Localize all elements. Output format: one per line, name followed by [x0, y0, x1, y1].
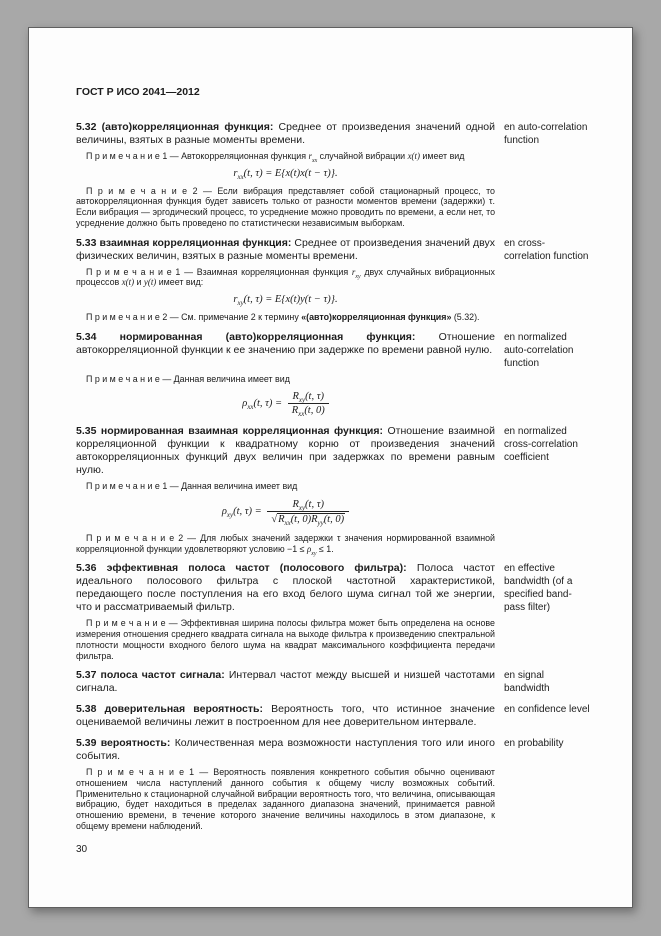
document-header: ГОСТ Р ИСО 2041—2012 [76, 86, 200, 98]
formula-lhs: $\rho_{xx}(t$, τ) = [242, 398, 285, 412]
term-en-translation: en confidence level [504, 704, 590, 716]
formula-fraction [267, 498, 349, 526]
term-paragraph [76, 669, 495, 695]
term-title: 5.32 (авто)корреляционная функция: [76, 121, 274, 133]
term-section-5-37 [76, 669, 590, 695]
term-definition: Интервал частот между высшей и низшей частотами сигнала. [76, 669, 495, 695]
term-en-translation: en normalized auto-correlation function [504, 331, 574, 369]
term-en-translation: en probability [504, 738, 564, 750]
term-definition: Отношение взаимной корреляционной функции к квадратному корню от произведения значений автокорреляционных функций двух величин при задержках по времени равным нулю. [76, 425, 495, 477]
term-en-translation: en signal bandwidth [504, 670, 550, 695]
term-title: 5.38 доверительная вероятность: [76, 703, 263, 716]
term-paragraph [76, 237, 495, 263]
note-5-39-1: П р и м е ч а н и е 1 — Вероятность появления конкретного события обычно оценивают отношением числа наступлений данного события к общему числу возможных событий. Применительно к стационарной случайной вибрации вероятность того, что величина, описывающая вибрацию, будет находиться в пределах заданного диапазона значений, принимается равной отношению времени, в течение которого значение величины находилось в этом диапазоне, к общему времени наблюдений. [76, 767, 495, 831]
page-number: 30 [76, 844, 88, 856]
radical-sign: √ [271, 514, 278, 526]
formula-cross-correlation [76, 293, 495, 308]
note-5-33-2: П р и м е ч а н и е 2 — См. примечание 2 к термину «(авто)корреляционная функция» (5.32). [86, 311, 480, 322]
fraction-denominator: $R_{xx}(t$, 0) [288, 403, 329, 417]
term-section-5-35 [76, 425, 590, 477]
note-5-35-2: П р и м е ч а н и е 2 — Для любых значений задержки τ значения нормированной взаимной корреляционной функции удовлетворяют условию $-1 \le \rho_{xy} \le 1$. [76, 533, 495, 557]
formula-normalized-autocorrelation [76, 390, 495, 417]
term-definition: Среднее от произведения значений одной величины, взятых в разные моменты времени. [76, 121, 496, 146]
term-paragraph [76, 425, 495, 477]
term-definition: Отношение автокорреляционной функции к ее значению при задержке по времени равной нулю. [76, 330, 495, 356]
term-en-translation: en normalized cross-correlation coefficient [504, 426, 578, 464]
term-section-5-33 [76, 237, 590, 263]
term-section-5-32 [76, 121, 590, 147]
document-page [28, 27, 633, 908]
term-definition: Полоса частот идеального полосового фильтра с плоской частотной характеристикой, передающего после поступления на его вход белого шума сигнал той же энергии, что и рассматриваемый фильтр. [76, 562, 496, 614]
term-section-5-36 [76, 562, 590, 614]
term-paragraph [76, 331, 495, 357]
fraction-numerator: $R_{xy}(t$, τ) [292, 499, 324, 513]
formula-autocorrelation [76, 168, 495, 179]
term-paragraph [76, 121, 495, 147]
term-definition: Среднее от произведения значений двух физических величин, взятых в разные моменты времени. [76, 236, 496, 262]
formula-lhs: $\rho_{xy}(t$, τ) = [221, 506, 265, 520]
note-5-35-1: П р и м е ч а н и е 1 — Данная величина имеет вид [86, 481, 298, 492]
term-section-5-38 [76, 703, 590, 729]
fraction-denominator [267, 511, 349, 526]
note-5-33-1: П р и м е ч а н и е 1 — Взаимная корреляционная функция $r_{xy}$ двух случайных вибрационных процессов x(t) и y(t) имеет вид: [76, 266, 495, 288]
term-title: 5.34 нормированная (авто)корреляционная функция: [76, 330, 416, 343]
term-definition: Количественная мера возможности наступления того или иного события. [76, 737, 495, 763]
term-paragraph [76, 562, 495, 614]
formula-expression: $r_{xy}(t$, τ) = E{x(t)y(t − τ)}. [233, 293, 338, 308]
note-5-36-1: П р и м е ч а н и е — Эффективная ширина полосы фильтра может быть определена на основе измерения отношения среднего квадрата сигнала на выходе фильтра к произведению спектральной плотности мощности входного белого шума на квадрат максимального коэффициента передачи фильтра. [76, 618, 495, 661]
term-paragraph [76, 737, 495, 763]
formula-expression [242, 391, 328, 419]
term-title: 5.35 нормированная взаимная корреляционная функция: [76, 425, 384, 438]
term-title: 5.36 эффективная полоса частот (полосового фильтра): [76, 562, 407, 575]
formula-normalized-cross-correlation [76, 498, 495, 526]
radicand: $R_{xx}(t$, $0)R_{yy}(t$, 0) [278, 514, 345, 528]
formula-expression [221, 499, 349, 528]
term-section-5-34 [76, 331, 590, 370]
note-5-32-1: П р и м е ч а н и е 1 — Автокорреляционная функция $r_{xx}$ случайной вибрации x(t) имеет вид [86, 151, 465, 164]
term-definition: Вероятность того, что истинное значение оцениваемой величины лежит в построенном для нее доверительном интервале. [76, 703, 495, 729]
term-section-5-39 [76, 737, 590, 763]
fraction-numerator: $R_{xy}(t$, τ) [292, 391, 324, 405]
term-en-translation: en effective bandwidth (of a specified band-pass filter) [504, 563, 573, 614]
term-paragraph [76, 703, 495, 729]
term-title: 5.39 вероятность: [76, 737, 171, 750]
term-title: 5.33 взаимная корреляционная функция: [76, 236, 292, 249]
formula-expression: $r_{xx}(t$, τ) = E{x(t)x(t − τ)}. [233, 167, 338, 181]
term-en-translation: en auto-correlation function [504, 122, 588, 146]
formula-fraction [288, 390, 329, 417]
note-5-32-2: П р и м е ч а н и е 2 — Если вибрация представляет собой стационарный процесс, то автокорреляционная функция будет зависеть только от разности моментов времени (задержки) τ. Если вибрация — эргодический процесс, то усреднение можно проводить по времени, а если нет, то усреднение должно быть проведено по статистически независимым выборкам. [76, 185, 495, 228]
note-5-34-1: П р и м е ч а н и е — Данная величина имеет вид [86, 373, 290, 384]
term-title: 5.37 полоса частот сигнала: [76, 669, 225, 682]
term-en-translation: en cross-correlation function [504, 237, 589, 262]
